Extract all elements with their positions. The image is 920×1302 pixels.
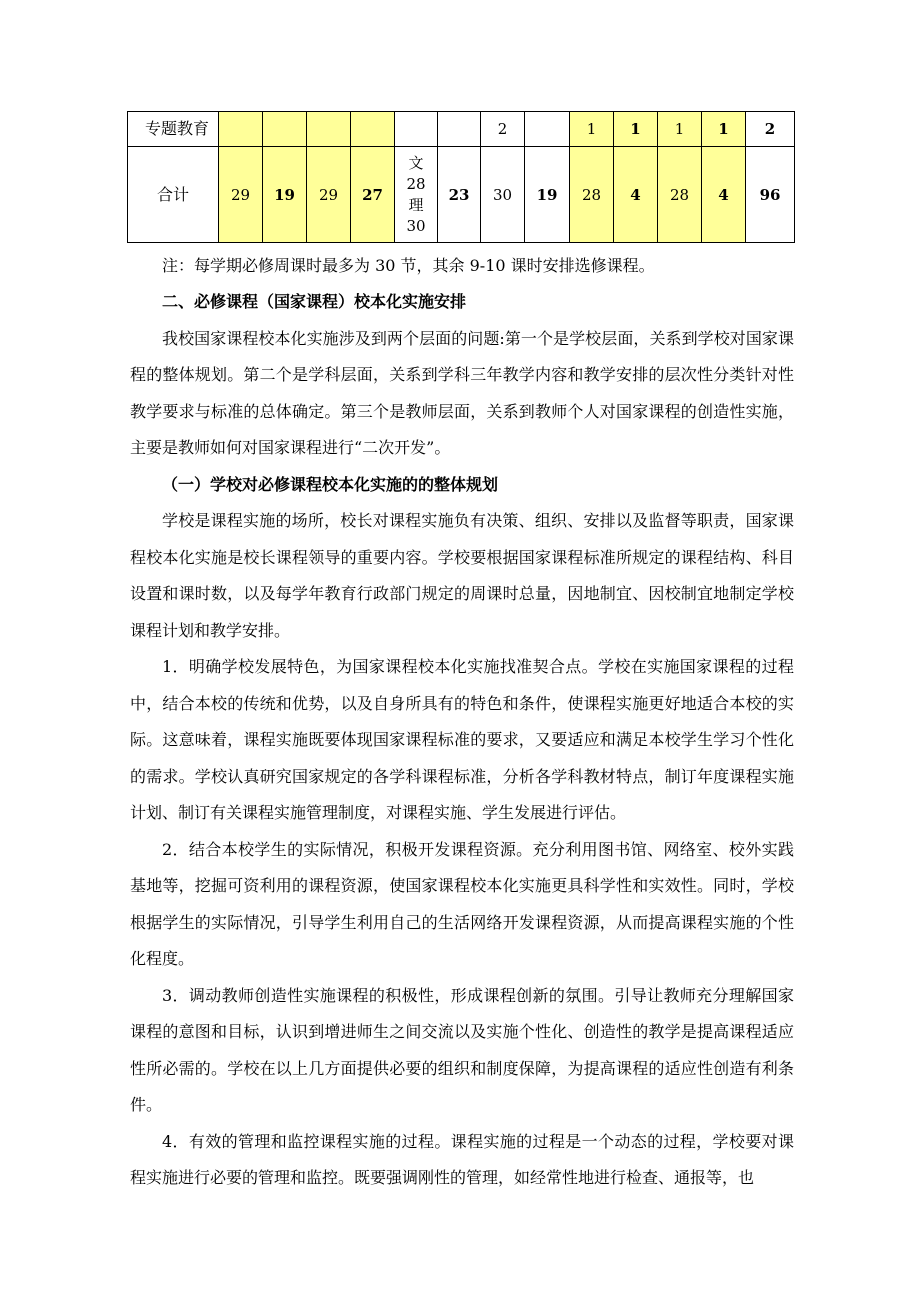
- table-cell: 2: [481, 112, 525, 147]
- table-row: [128, 147, 795, 243]
- split-value-part: 理: [408, 195, 424, 214]
- table-cell: [219, 112, 263, 147]
- table-cell: [438, 112, 481, 147]
- table-cell: 27: [351, 147, 395, 243]
- table-cell: 28: [658, 147, 702, 243]
- table-cell: [525, 112, 570, 147]
- course-hours-table: [127, 111, 795, 243]
- table-cell: 1: [614, 112, 658, 147]
- table-cell: 4: [614, 147, 658, 243]
- body-paragraph: 4．有效的管理和监控课程实施的过程。课程实施的过程是一个动态的过程，学校要对课程实施进行必要的管理和监控。既要强调刚性的管理，如经常性地进行检查、通报等，也: [130, 1131, 794, 1187]
- body-paragraph: 我校国家课程校本化实施涉及到两个层面的问题:第一个是学校层面，关系到学校对国家课程的整体规划。第二个是学科层面，关系到学科三年教学内容和教学安排的层次性分类针对性教学要求与标准的总体确定。第三个是教师层面，关系到教师个人对国家课程的创造性实施，主要是教师如何对国家课程进行“二次开发”。: [130, 328, 794, 457]
- section-heading: 二、必修课程（国家课程）校本化实施安排: [162, 292, 467, 311]
- table-cell: [307, 112, 351, 147]
- table-cell: 28: [570, 147, 614, 243]
- table-row: [128, 112, 795, 147]
- table-cell: [351, 112, 395, 147]
- document-body: [130, 284, 794, 1197]
- note-text: 注：每学期必修周课时最多为 30 节，其余 9-10 课时安排选修课程。: [162, 256, 655, 275]
- table-cell: 29: [219, 147, 263, 243]
- section-heading: （一）学校对必修课程校本化实施的的整体规划: [162, 474, 499, 494]
- table-note: [130, 248, 794, 285]
- split-value-part: 文: [408, 153, 424, 172]
- table-cell: 1: [658, 112, 702, 147]
- table-cell: [395, 147, 438, 243]
- body-paragraph: 学校是课程实施的场所，校长对课程实施负有决策、组织、安排以及监督等职责，国家课程校本化实施是校长课程领导的重要内容。学校要根据国家课程标准所规定的课程结构、科目设置和课时数，以及每学年教育行政部门规定的周课时总量，因地制宜、因校制宜地制定学校课程计划和教学安排。: [130, 511, 794, 640]
- table-cell: 23: [438, 147, 481, 243]
- table-cell: 29: [307, 147, 351, 243]
- row-label: 专题教育: [128, 112, 219, 147]
- body-paragraph: 1．明确学校发展特色，为国家课程校本化实施找准契合点。学校在实施国家课程的过程中，结合本校的传统和优势，以及自身所具有的特色和条件，使课程实施更好地适合本校的实际。这意味着，课程实施既要体现国家课程标准的要求，又要适应和满足本校学生学习个性化的需求。学校认真研究国家规定的各学科课程标准，分析各学科教材特点，制订年度课程实施计划、制订有关课程实施管理制度，对课程实施、学生发展进行评估。: [130, 657, 794, 822]
- split-value-part: 30: [406, 216, 426, 235]
- table-cell: 2: [746, 112, 795, 147]
- table-cell: 1: [702, 112, 746, 147]
- body-paragraph: 2．结合本校学生的实际情况，积极开发课程资源。充分利用图书馆、网络室、校外实践基地等，挖掘可资利用的课程资源，使国家课程校本化实施更具科学性和实效性。同时，学校根据学生的实际情况，引导学生利用自己的生活网络开发课程资源，从而提高课程实施的个性化程度。: [130, 839, 794, 968]
- body-paragraph: 3．调动教师创造性实施课程的积极性，形成课程创新的氛围。引导让教师充分理解国家课程的意图和目标，认识到增进师生之间交流以及实施个性化、创造性的教学是提高课程适应性所必需的。学校在以上几方面提供必要的组织和制度保障，为提高课程的适应性创造有利条件。: [130, 985, 794, 1114]
- table-cell: 30: [481, 147, 525, 243]
- table-cell: 1: [570, 112, 614, 147]
- split-value: [406, 153, 425, 237]
- table-cell: 96: [746, 147, 795, 243]
- table-cell: 4: [702, 147, 746, 243]
- table-cell: [395, 112, 438, 147]
- table-cell: 19: [525, 147, 570, 243]
- table-cell: [263, 112, 307, 147]
- table-cell: 19: [263, 147, 307, 243]
- split-value-part: 28: [406, 174, 426, 193]
- row-label: 合计: [128, 147, 219, 243]
